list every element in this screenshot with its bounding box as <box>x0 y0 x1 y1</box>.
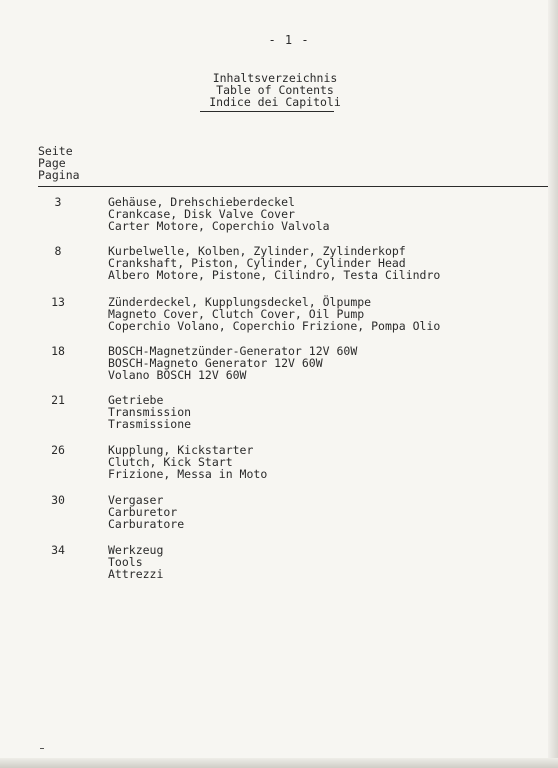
entry-titles <box>108 394 191 430</box>
page-column-header <box>38 145 80 181</box>
entry-title-german: Kupplung, Kickstarter <box>108 443 254 457</box>
scan-mark <box>40 748 44 749</box>
entry-title-german: BOSCH-Magnetzünder-Generator 12V 60W <box>108 344 358 358</box>
entry-title-english: BOSCH-Magneto Generator 12V 60W <box>108 356 323 370</box>
entry-page-number: 13 <box>51 295 65 309</box>
entry-titles <box>108 196 330 232</box>
entry-titles <box>108 296 440 332</box>
entry-page-number: 3 <box>54 195 62 209</box>
entry-title-german: Kurbelwelle, Kolben, Zylinder, Zylinderkopf <box>108 244 406 258</box>
entry-title-english: Transmission <box>108 405 192 419</box>
entry-titles <box>108 245 440 281</box>
entry-page-number: 34 <box>51 543 65 557</box>
header-divider <box>38 186 558 187</box>
entry-page-number: 18 <box>51 344 65 358</box>
entry-title-english: Crankshaft, Piston, Cylinder, Cylinder Head <box>108 256 406 270</box>
entry-title-italian: Trasmissione <box>108 417 192 431</box>
entry-page-number: 8 <box>54 244 62 258</box>
entry-title-german: Vergaser <box>108 493 164 507</box>
entry-titles <box>108 544 163 580</box>
entry-title-italian: Attrezzi <box>108 567 164 581</box>
entry-title-german: Getriebe <box>108 393 164 407</box>
column-header-german: Seite <box>38 144 73 158</box>
page-edge-bottom <box>0 758 558 768</box>
entry-page-number: 26 <box>51 443 65 457</box>
entry-title-german: Zünderdeckel, Kupplungsdeckel, Ölpumpe <box>108 295 372 309</box>
entry-titles <box>108 444 267 480</box>
entry-title-english: Clutch, Kick Start <box>108 455 233 469</box>
entry-title-english: Magneto Cover, Clutch Cover, Oil Pump <box>108 307 365 321</box>
title-line-english: Table of Contents <box>216 83 334 97</box>
column-header-italian: Pagina <box>38 168 80 182</box>
entry-titles <box>108 345 357 381</box>
column-header-english: Page <box>38 156 66 170</box>
title-block <box>180 72 370 108</box>
page-edge-right <box>548 0 558 768</box>
entry-title-german: Gehäuse, Drehschieberdeckel <box>108 195 295 209</box>
entry-title-english: Carburetor <box>108 505 178 519</box>
entry-title-italian: Albero Motore, Pistone, Cilindro, Testa Cilindro <box>108 268 441 282</box>
entry-title-italian: Frizione, Messa in Moto <box>108 467 268 481</box>
entry-title-italian: Carburatore <box>108 517 185 531</box>
entry-page-number: 21 <box>51 393 65 407</box>
entry-title-english: Crankcase, Disk Valve Cover <box>108 207 295 221</box>
entry-page-number: 30 <box>51 493 65 507</box>
entry-title-english: Tools <box>108 555 143 569</box>
title-line-italian: Indice dei Capitoli <box>209 95 341 109</box>
entry-title-italian: Carter Motore, Coperchio Valvola <box>108 219 330 233</box>
entry-title-german: Werkzeug <box>108 543 164 557</box>
entry-title-italian: Volano BOSCH 12V 60W <box>108 368 247 382</box>
entry-titles <box>108 494 184 530</box>
entry-title-italian: Coperchio Volano, Coperchio Frizione, Pompa Olio <box>108 319 441 333</box>
title-underline <box>200 111 334 112</box>
title-line-german: Inhaltsverzeichnis <box>212 71 338 85</box>
page-number: - 1 - <box>268 33 310 47</box>
